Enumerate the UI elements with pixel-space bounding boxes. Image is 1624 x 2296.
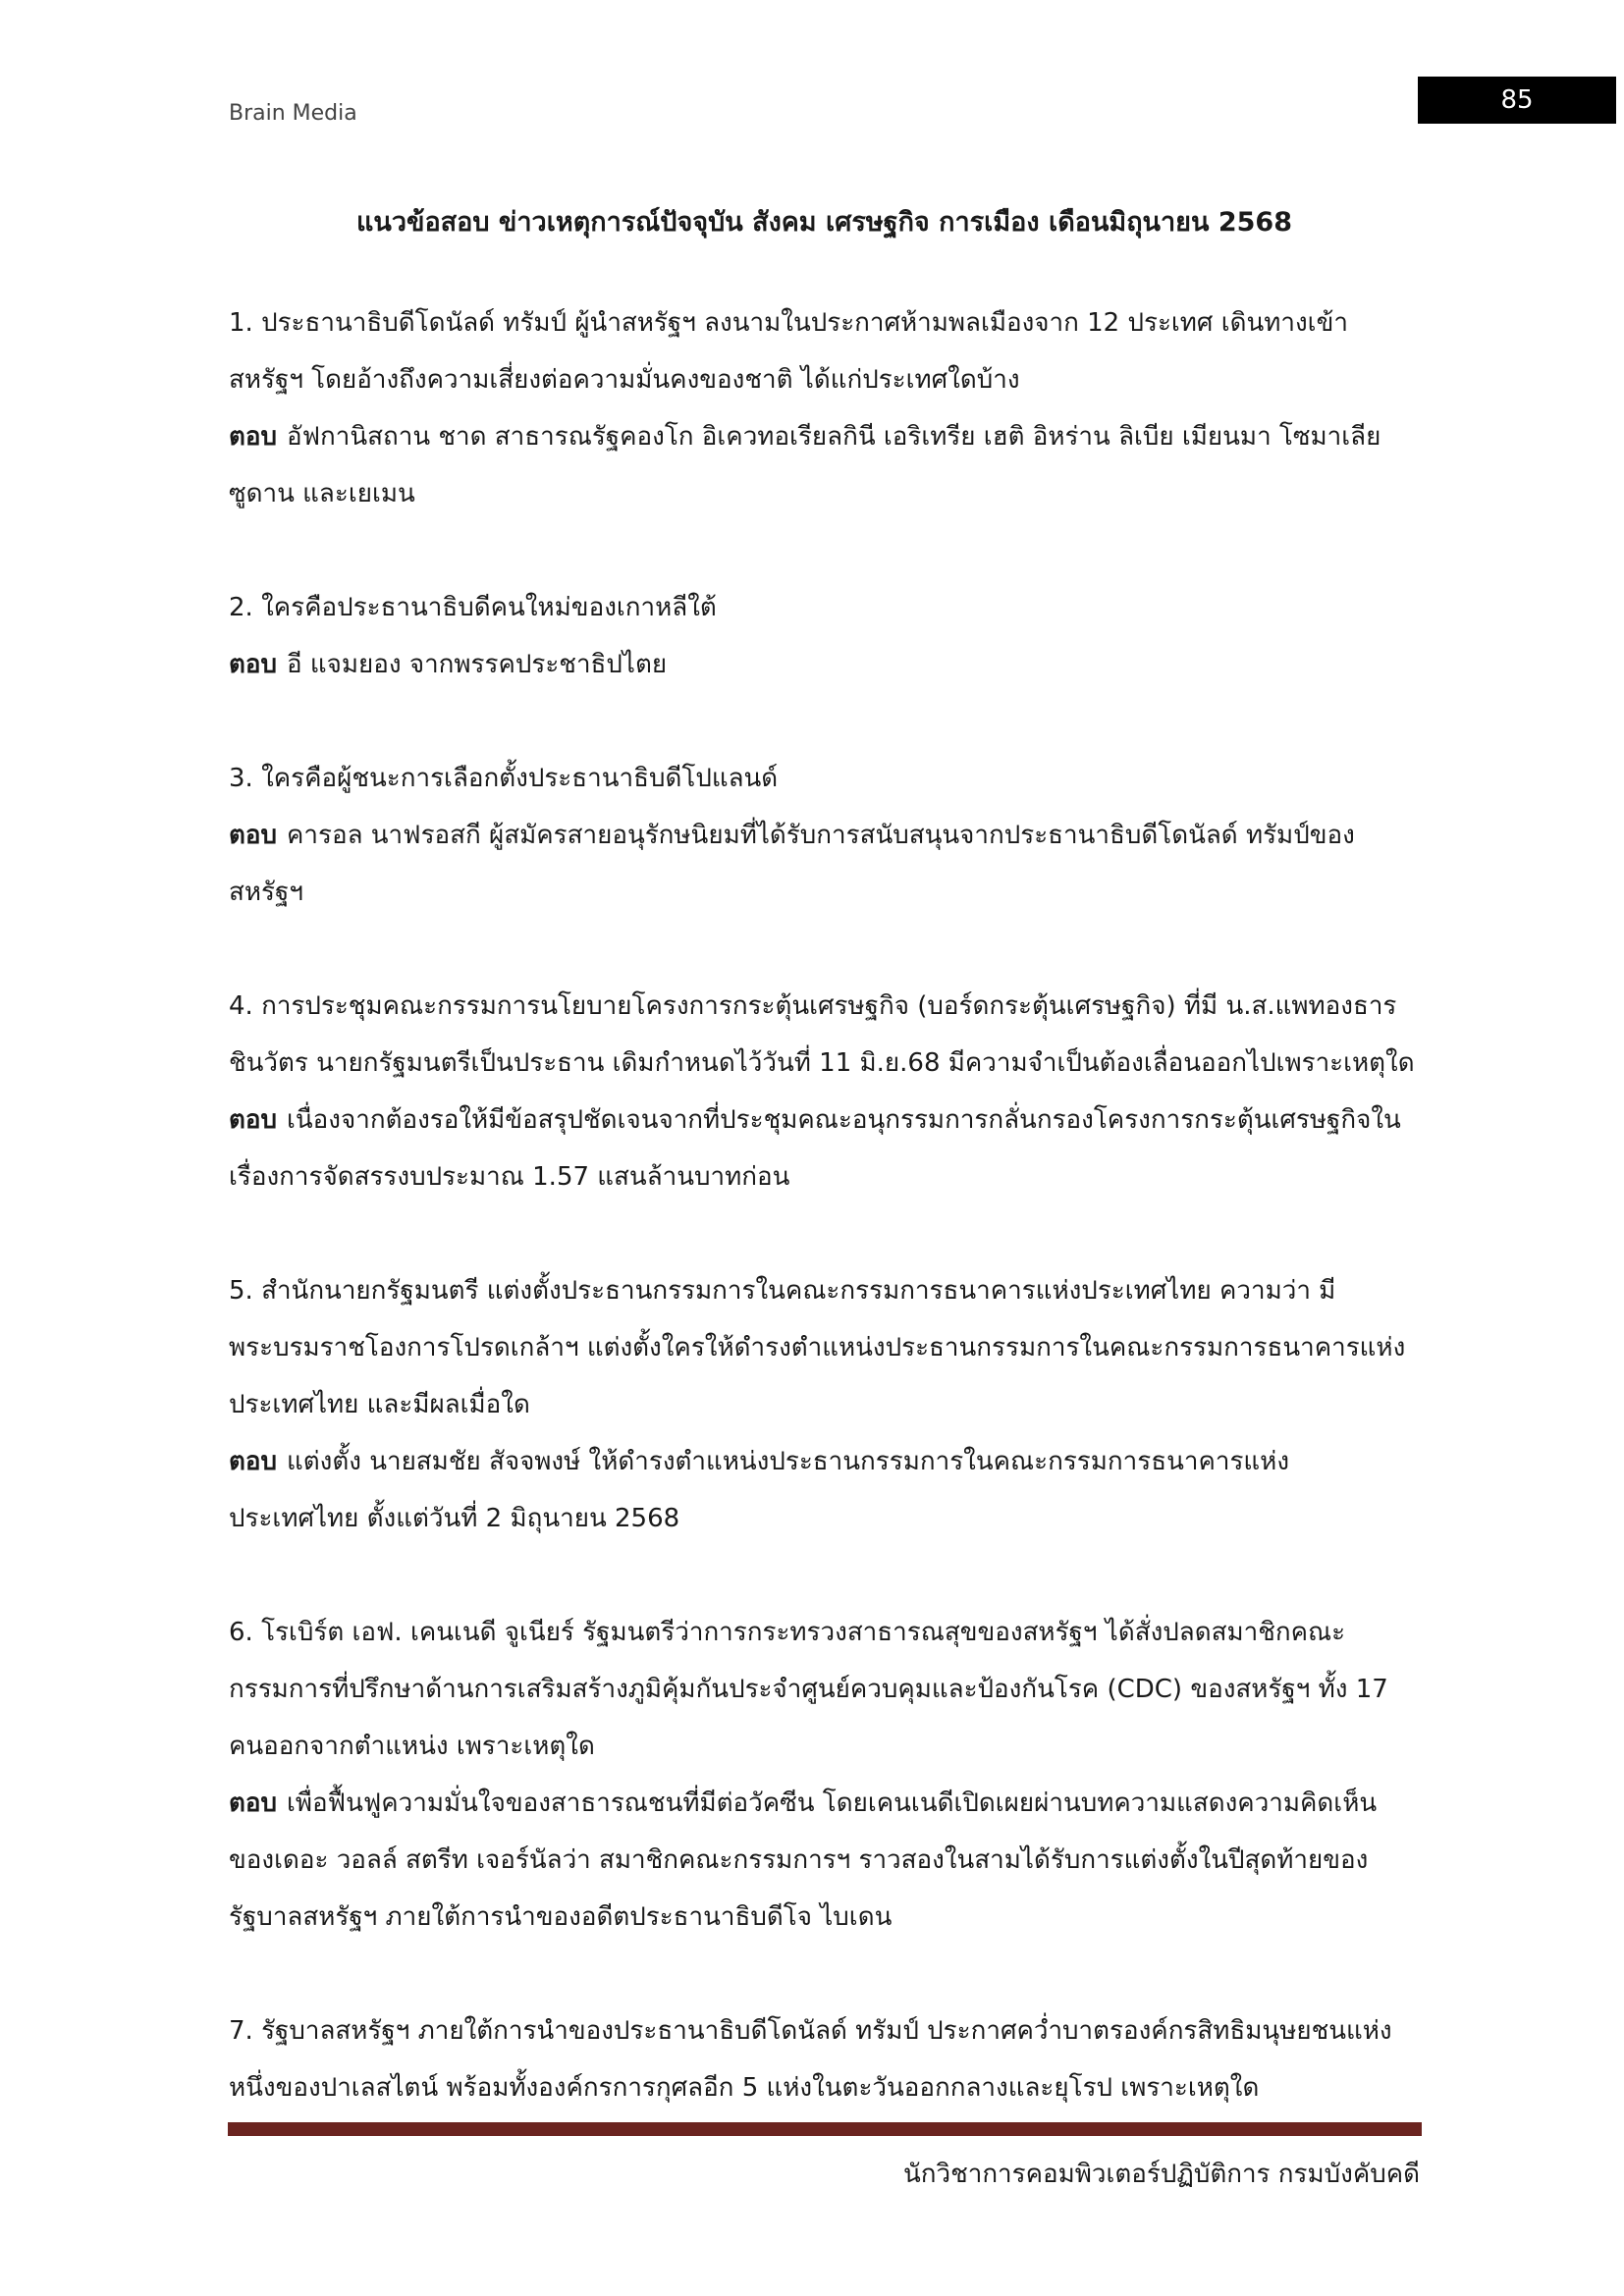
answer-text: เนื่องจากต้องรอให้มีข้อสรุปชัดเจนจากที่ประชุมคณะอนุกรรมการกลั่นกรองโครงการกระตุ้นเศรษฐกิจในเรื่องการจัดสรรงบประมาณ 1.57 แสนล้านบาทก่อน <box>229 1105 1401 1192</box>
qa-item <box>229 1604 1417 1946</box>
footer-divider <box>228 2122 1422 2136</box>
qa-list <box>229 294 1417 2173</box>
answer-row <box>229 408 1417 522</box>
answer-text: แต่งตั้ง นายสมชัย สัจจพงษ์ ให้ดำรงตำแหน่งประธานกรรมการในคณะกรรมการธนาคารแห่งประเทศไทย ตั้งแต่วันที่ 2 มิถุนายน 2568 <box>229 1447 1290 1533</box>
qa-item <box>229 2002 1417 2116</box>
qa-item <box>229 579 1417 693</box>
qa-item <box>229 750 1417 921</box>
question-text: 4. การประชุมคณะกรรมการนโยบายโครงการกระตุ้นเศรษฐกิจ (บอร์ดกระตุ้นเศรษฐกิจ) ที่มี น.ส.แพทองธาร ชินวัตร นายกรัฐมนตรีเป็นประธาน เดิมกำหนดไว้วันที่ 11 มิ.ย.68 มีความจำเป็นต้องเลื่อนออกไปเพราะเหตุใด <box>229 991 1415 1078</box>
question-text: 3. ใครคือผู้ชนะการเลือกตั้งประธานาธิบดีโปแลนด์ <box>229 764 779 793</box>
question-text: 1. ประธานาธิบดีโดนัลด์ ทรัมป์ ผู้นำสหรัฐฯ ลงนามในประกาศห้ามพลเมืองจาก 12 ประเทศ เดินทางเข้าสหรัฐฯ โดยอ้างถึงความเสี่ยงต่อความมั่นคงของชาติ ได้แก่ประเทศใดบ้าง <box>229 308 1348 395</box>
qa-item <box>229 1262 1417 1547</box>
answer-row <box>229 807 1417 921</box>
brand-name: Brain Media <box>229 101 357 126</box>
answer-row <box>229 636 1417 693</box>
footer-affiliation: นักวิชาการคอมพิวเตอร์ปฏิบัติการ กรมบังคับคดี <box>902 2160 1420 2189</box>
answer-text: คารอล นาฟรอสกี ผู้สมัครสายอนุรักษนิยมที่ได้รับการสนับสนุนจากประธานาธิบดีโดนัลด์ ทรัมป์ของสหรัฐฯ <box>229 821 1355 907</box>
answer-label: ตอบ <box>229 1789 278 1818</box>
answer-label: ตอบ <box>229 1447 278 1476</box>
answer-text: เพื่อฟื้นฟูความมั่นใจของสาธารณชนที่มีต่อวัคซีน โดยเคนเนดีเปิดเผยผ่านบทความแสดงความคิดเห็นของเดอะ วอลล์ สตรีท เจอร์นัลว่า สมาชิกคณะกรรมการฯ ราวสองในสามได้รับการแต่งตั้งในปีสุดท้ายของรัฐบาลสหรัฐฯ ภายใต้การนำของอดีตประธานาธิบดีโจ ไบเดน <box>229 1789 1378 1932</box>
answer-label: ตอบ <box>229 821 278 850</box>
question-text: 2. ใครคือประธานาธิบดีคนใหม่ของเกาหลีใต้ <box>229 593 717 622</box>
answer-label: ตอบ <box>229 650 278 679</box>
answer-label: ตอบ <box>229 1105 278 1135</box>
answer-row <box>229 1092 1417 1205</box>
qa-item <box>229 978 1417 1205</box>
page-number-badge: 85 <box>1418 77 1616 124</box>
question-text: 5. สำนักนายกรัฐมนตรี แต่งตั้งประธานกรรมการในคณะกรรมการธนาคารแห่งประเทศไทย ความว่า มีพระบรมราชโองการโปรดเกล้าฯ แต่งตั้งใครให้ดำรงตำแหน่งประธานกรรมการในคณะกรรมการธนาคารแห่งประเทศไทย และมีผลเมื่อใด <box>229 1276 1406 1419</box>
answer-label: ตอบ <box>229 422 278 452</box>
question-text: 7. รัฐบาลสหรัฐฯ ภายใต้การนำของประธานาธิบดีโดนัลด์ ทรัมป์ ประกาศคว่ำบาตรองค์กรสิทธิมนุษยชนแห่งหนึ่งของปาเลสไตน์ พร้อมทั้งองค์กรการกุศลอีก 5 แห่งในตะวันออกกลางและยุโรป เพราะเหตุใด <box>229 2016 1392 2103</box>
answer-text: อี แจมยอง จากพรรคประชาธิปไตย <box>287 650 668 679</box>
answer-row <box>229 1775 1417 1946</box>
qa-item <box>229 294 1417 522</box>
document-title: แนวข้อสอบ ข่าวเหตุการณ์ปัจจุบัน สังคม เศรษฐกิจ การเมือง เดือนมิถุนายน 2568 <box>355 207 1292 238</box>
question-text: 6. โรเบิร์ต เอฟ. เคนเนดี จูเนียร์ รัฐมนตรีว่าการกระทรวงสาธารณสุขของสหรัฐฯ ได้สั่งปลดสมาชิกคณะกรรมการที่ปรึกษาด้านการเสริมสร้างภูมิคุ้มกันประจำศูนย์ควบคุมและป้องกันโรค (CDC) ของสหรัฐฯ ทั้ง 17 คนออกจากตำแหน่ง เพราะเหตุใด <box>229 1618 1388 1761</box>
answer-text: อัฟกานิสถาน ชาด สาธารณรัฐคองโก อิเควทอเรียลกินี เอริเทรีย เฮติ อิหร่าน ลิเบีย เมียนมา โซมาเลีย ซูดาน และเยเมน <box>229 422 1381 508</box>
answer-row <box>229 1433 1417 1547</box>
